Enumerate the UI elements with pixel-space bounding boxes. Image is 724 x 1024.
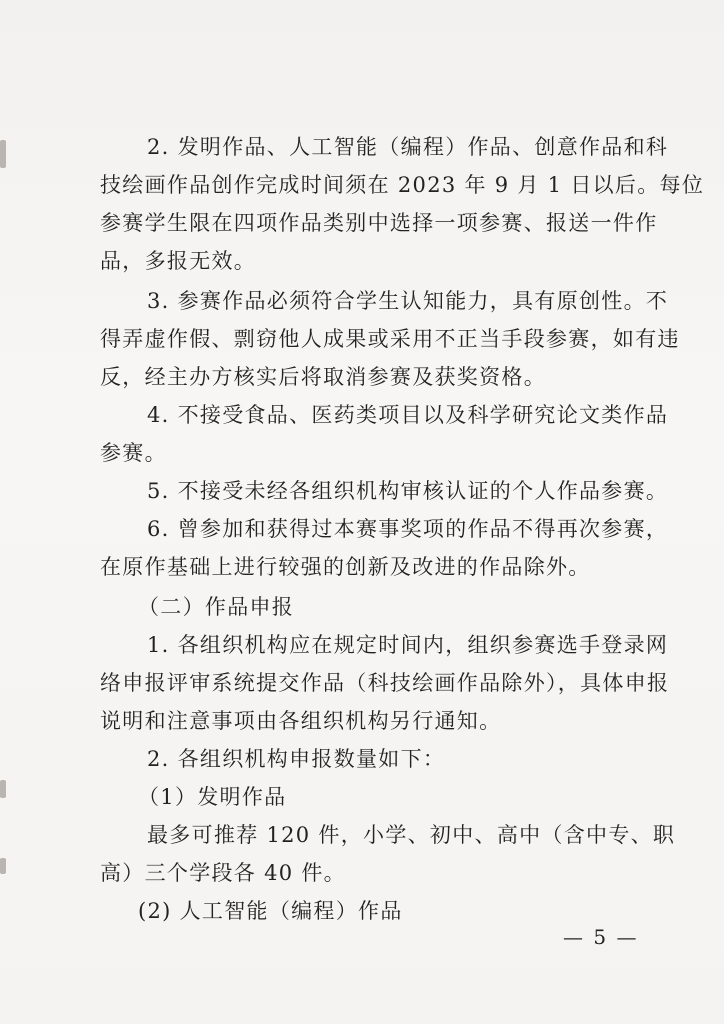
text-line: 反，经主办方核实后将取消参赛及获奖资格。 [100,365,546,389]
text-line: 4. 不接受食品、医药类项目以及科学研究论文类作品 [147,403,669,427]
scan-edge-mark [0,140,6,168]
text-line: 3. 参赛作品必须符合学生认知能力，具有原创性。不 [147,289,669,313]
subsection-heading: （1）发明作品 [138,785,287,809]
text-line: 技绘画作品创作完成时间须在 2023 年 9 月 1 日以后。每位 [100,173,705,197]
text-line: 络申报评审系统提交作品（科技绘画作品除外），具体申报 [100,671,670,695]
text-line: 6. 曾参加和获得过本赛事奖项的作品不得再次参赛， [147,517,669,541]
text-line: 参赛学生限在四项作品类别中选择一项参赛、报送一件作 [100,211,658,235]
text-line: 5. 不接受未经各组织机构审核认证的个人作品参赛。 [147,479,669,503]
text-line: 高）三个学段各 40 件。 [100,861,346,885]
text-line: 最多可推荐 120 件，小学、初中、高中（含中专、职 [147,823,676,847]
section-heading: （二）作品申报 [138,595,295,619]
text-line: 参赛。 [100,441,167,465]
page-number: — 5 — [563,925,639,949]
text-line: 2. 各组织机构申报数量如下： [147,747,446,771]
text-line: 得弄虚作假、剽窃他人成果或采用不正当手段参赛，如有违 [100,327,680,351]
text-line: 说明和注意事项由各组织机构另行通知。 [100,709,502,733]
text-line: 2. 发明作品、人工智能（编程）作品、创意作品和科 [147,135,669,159]
scan-edge-mark [0,858,6,874]
text-line: 在原作基础上进行较强的创新及改进的作品除外。 [100,555,591,579]
text-line: 品，多报无效。 [100,249,257,273]
subsection-heading: (2) 人工智能（编程）作品 [138,899,403,923]
text-line: 1. 各组织机构应在规定时间内，组织参赛选手登录网 [147,633,669,657]
scan-edge-mark [0,780,6,798]
